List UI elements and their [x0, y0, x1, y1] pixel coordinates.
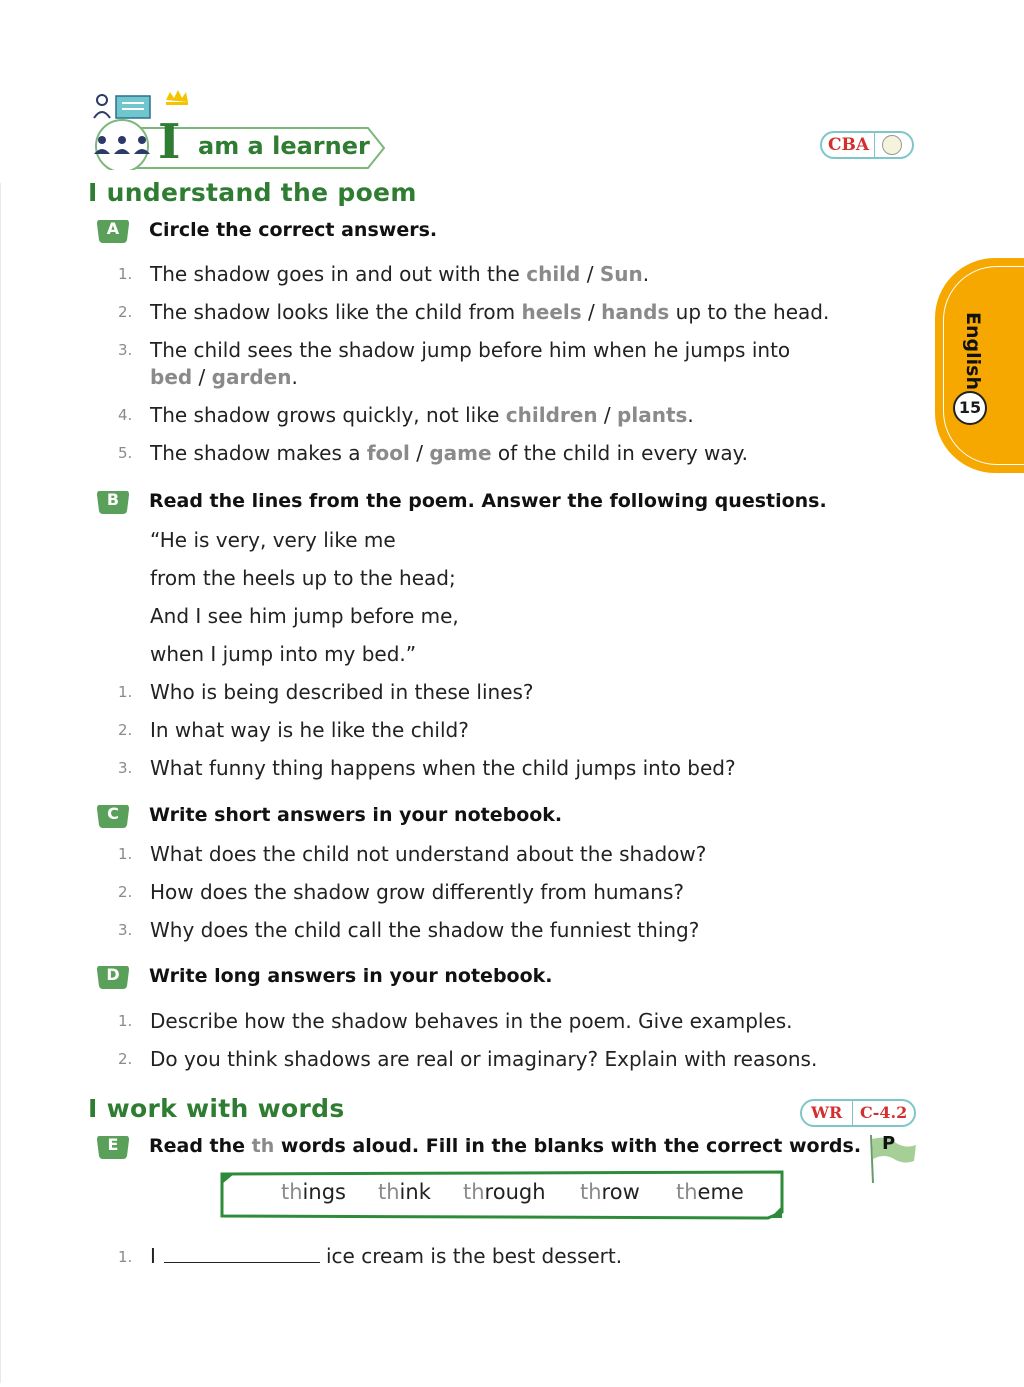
poem-line: from the heels up to the head; [150, 566, 456, 590]
badge-b [96, 489, 130, 515]
item-number: 2. [118, 721, 133, 739]
item-number: 2. [118, 883, 133, 901]
poem-line: when I jump into my bed.” [150, 642, 417, 666]
question-a1: The shadow goes in and out with the child / Sun. [150, 262, 650, 286]
badge-divider [874, 133, 875, 157]
fill-post: ice cream is the best dessert. [326, 1244, 623, 1268]
flag-icon [866, 1133, 918, 1185]
question-a2: The shadow looks like the child from heels / hands up to the head. [150, 300, 830, 324]
question-a4: The shadow grows quickly, not like children / plants. [150, 403, 694, 427]
wr-label: WR [811, 1103, 843, 1122]
question-c3: Why does the child call the shadow the funniest thing? [150, 918, 700, 942]
item-number: 1. [118, 1248, 133, 1266]
badge-d [96, 964, 130, 990]
item-number: 1. [118, 265, 133, 283]
question-a5: The shadow makes a fool / game of the child in every way. [150, 441, 748, 465]
section-title-words: I work with words [88, 1094, 345, 1123]
question-c2: How does the shadow grow differently from humans? [150, 880, 685, 904]
poem-line: And I see him jump before me, [150, 604, 459, 628]
instruction-b: Read the lines from the poem. Answer the following questions. [149, 490, 827, 512]
page-margin-line [0, 183, 1, 1383]
instruction-c: Write short answers in your notebook. [149, 804, 563, 826]
badge-letter: D [106, 965, 120, 984]
section-title-understand: I understand the poem [88, 178, 417, 207]
instruction-e: Read the th words aloud. Fill in the blanks with the correct words. [149, 1135, 862, 1157]
badge-divider [852, 1101, 853, 1125]
poem-line: “He is very, very like me [150, 528, 396, 552]
question-b2: In what way is he like the child? [150, 718, 469, 742]
instruction-d: Write long answers in your notebook. [149, 965, 553, 987]
cba-label: CBA [828, 135, 870, 155]
subject-label: English [962, 312, 984, 390]
word-option: throw [580, 1180, 640, 1204]
word-option: things [281, 1180, 346, 1204]
page-number: 15 [953, 391, 987, 425]
fill-blank[interactable] [164, 1262, 320, 1263]
word-option: think [378, 1180, 431, 1204]
badge-a [96, 218, 130, 244]
item-number: 1. [118, 1012, 133, 1030]
item-number: 3. [118, 921, 133, 939]
word-option: theme [676, 1180, 744, 1204]
item-number: 2. [118, 1050, 133, 1068]
badge-letter: E [107, 1135, 119, 1154]
question-a3-line1: The child sees the shadow jump before him when he jumps into [150, 338, 791, 362]
badge-c [96, 803, 130, 829]
question-c1: What does the child not understand about the shadow? [150, 842, 707, 866]
item-number: 1. [118, 845, 133, 863]
item-number: 2. [118, 303, 133, 321]
fill-pre: I [150, 1244, 156, 1268]
flag-label: P [882, 1133, 896, 1154]
item-number: 5. [118, 444, 133, 462]
seal-icon [882, 135, 902, 155]
item-number: 3. [118, 341, 133, 359]
badge-letter: A [106, 219, 120, 238]
question-d2: Do you think shadows are real or imaginary? Explain with reasons. [150, 1047, 818, 1071]
badge-letter: B [106, 490, 120, 509]
wr-code: C-4.2 [860, 1103, 908, 1122]
banner-big-letter: I [158, 114, 181, 170]
question-d1: Describe how the shadow behaves in the poem. Give examples. [150, 1009, 793, 1033]
subject-label-wrap [952, 312, 992, 390]
item-number: 4. [118, 406, 133, 424]
badge-letter: C [107, 804, 119, 823]
word-option: through [463, 1180, 546, 1204]
banner-title: am a learner [198, 132, 370, 160]
instruction-a: Circle the correct answers. [149, 219, 438, 241]
item-number: 3. [118, 759, 133, 777]
wr-badge [800, 1099, 916, 1127]
question-b3: What funny thing happens when the child jumps into bed? [150, 756, 736, 780]
question-a3-line2: bed / garden. [150, 365, 298, 389]
cba-badge [820, 131, 914, 159]
badge-e [96, 1134, 130, 1160]
item-number: 1. [118, 683, 133, 701]
question-b1: Who is being described in these lines? [150, 680, 534, 704]
